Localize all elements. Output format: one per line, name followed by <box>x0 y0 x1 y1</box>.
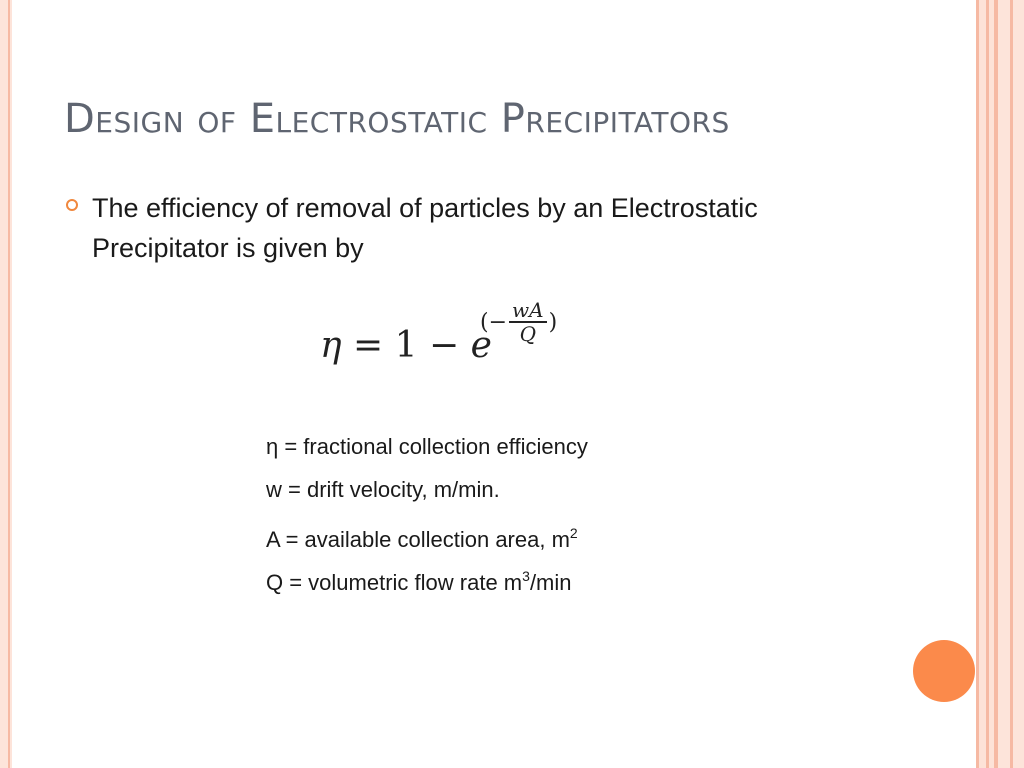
fraction-numerator: wA <box>509 299 547 323</box>
definition-superscript: 2 <box>569 525 578 541</box>
exponent-close: ) <box>548 309 558 335</box>
decorative-orange-circle <box>913 640 975 702</box>
efficiency-formula <box>320 295 600 375</box>
formula-minus: − <box>429 325 460 366</box>
formula-base-e: e <box>470 325 492 366</box>
formula-equals: = <box>353 325 384 366</box>
right-border-stripe <box>979 0 986 768</box>
definition-line <box>266 432 588 475</box>
definition-line <box>266 518 588 561</box>
exponent-fraction <box>509 299 547 345</box>
formula-one: 1 <box>394 325 418 366</box>
formula-eta: η <box>320 325 342 366</box>
definition-text: A = available collection area, m <box>266 527 570 552</box>
definition-line <box>266 561 588 604</box>
formula-main <box>320 325 492 366</box>
exponent-open: (− <box>480 309 508 335</box>
definition-line <box>266 475 588 518</box>
bullet-circle-icon <box>66 199 78 211</box>
left-border-line <box>8 0 10 768</box>
slide-title: Design of Electrostatic Precipitators <box>64 96 730 142</box>
formula-exponent <box>480 299 557 345</box>
fraction-denominator: Q <box>519 322 537 346</box>
variable-definitions <box>266 432 588 604</box>
definition-text: Q = volumetric flow rate m <box>266 570 523 595</box>
left-border <box>0 0 12 768</box>
bullet-text: The efficiency of removal of particles by an Electrostatic Precipitator is given by <box>92 193 758 263</box>
definition-superscript: 3 <box>522 568 530 584</box>
definition-suffix: /min <box>529 570 572 595</box>
right-border-stripe <box>1010 0 1013 768</box>
definition-text: η = fractional collection efficiency <box>266 434 588 459</box>
definition-text: w = drift velocity, m/min. <box>266 477 500 502</box>
